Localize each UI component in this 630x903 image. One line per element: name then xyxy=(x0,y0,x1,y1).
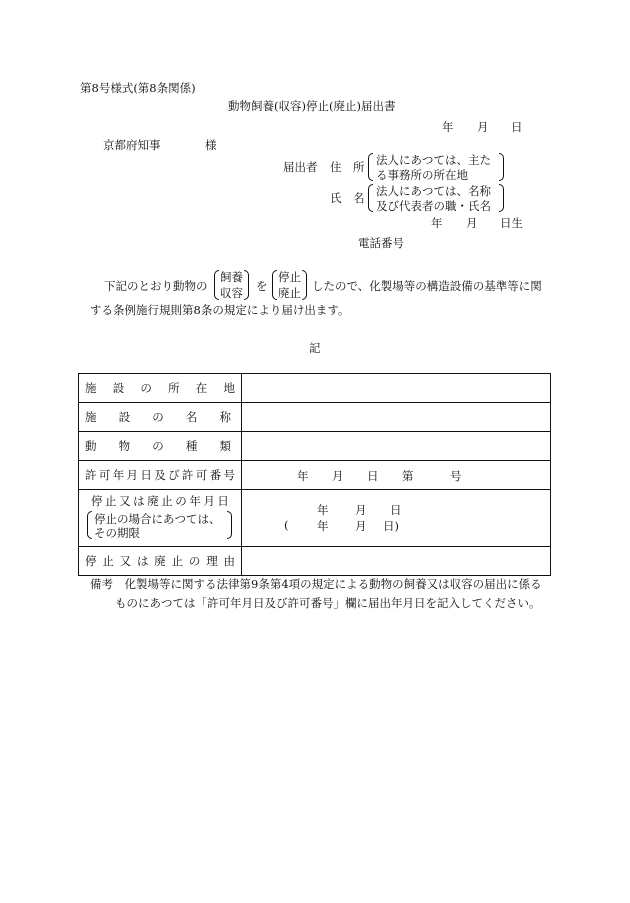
choice2-abolish: 廃止 xyxy=(278,286,301,300)
document-title: 動物飼養(収容)停止(廃止)届出書 xyxy=(228,99,396,113)
particle-wo: を xyxy=(256,279,268,293)
label-facility-name: 施 設 の 名 称 xyxy=(85,410,231,424)
name-brace-left xyxy=(368,184,373,212)
birth-year: 年 xyxy=(431,216,443,230)
row-animal-type xyxy=(79,432,551,461)
choice2-brace-right xyxy=(302,270,307,300)
field-permit[interactable] xyxy=(242,461,551,490)
choice2-brace-left xyxy=(272,270,277,300)
stop-month: 月 xyxy=(355,503,367,517)
name-label: 氏 名 xyxy=(330,191,365,205)
details-table xyxy=(78,373,551,576)
remarks-line2: ものにあつては「許可年月日及び許可番号」欄に届出年月日を記入してください。 xyxy=(115,596,541,610)
addressee: 京都府知事 xyxy=(103,138,161,152)
period-month: 月 xyxy=(355,519,367,533)
choice1-housing: 収容 xyxy=(220,286,243,300)
birth-month: 月 xyxy=(466,216,478,230)
row-stop-date xyxy=(79,490,551,547)
address-brace-left xyxy=(368,153,373,181)
label-stop-date: 停 止 又 は 廃 止 の 年 月 日 xyxy=(91,494,229,508)
stop-note-line2: その期限 xyxy=(94,526,140,540)
row-reason xyxy=(79,547,551,576)
declaration-part1: 下記のとおり動物の xyxy=(104,279,208,293)
stop-note-brace-left xyxy=(87,511,92,539)
permit-month: 月 xyxy=(332,469,344,483)
permit-no-prefix: 第 xyxy=(402,469,414,483)
declaration-line2: する条例施行規則第8条の規定により届け出ます。 xyxy=(90,303,350,317)
row-permit xyxy=(79,461,551,490)
form-number: 第8号様式(第8条関係) xyxy=(80,81,196,95)
label-animal-type: 動 物 の 種 類 xyxy=(85,439,231,453)
applicant-label: 届出者 xyxy=(283,160,318,174)
stop-note-line1: 停止の場合にあつては、 xyxy=(94,512,221,526)
permit-no-suffix: 号 xyxy=(450,469,462,483)
birth-day: 日生 xyxy=(500,216,523,230)
stop-note-brace-right xyxy=(227,511,232,539)
date-year: 年 xyxy=(442,120,454,134)
name-note-line1: 法人にあつては、名称 xyxy=(376,184,491,198)
remarks-line1: 備考 化製場等に関する法律第9条第4項の規定による動物の飼養又は収容の届出に係る xyxy=(90,577,542,591)
phone-label: 電話番号 xyxy=(358,236,404,250)
row-facility-location xyxy=(79,374,551,403)
choice2-suspend: 停止 xyxy=(278,270,301,284)
label-facility-location: 施 設 の 所 在 地 xyxy=(85,381,235,395)
period-open: ( xyxy=(284,518,289,532)
name-note-line2: 及び代表者の職・氏名 xyxy=(376,199,491,213)
address-note-line1: 法人にあつては、主た xyxy=(376,153,491,167)
field-facility-name[interactable] xyxy=(242,403,551,432)
field-stop-date[interactable] xyxy=(242,490,551,547)
permit-year: 年 xyxy=(297,469,309,483)
address-brace-right xyxy=(499,153,504,181)
row-facility-name xyxy=(79,403,551,432)
date-day: 日 xyxy=(511,120,523,134)
address-label: 住 所 xyxy=(330,160,365,174)
field-reason[interactable] xyxy=(242,547,551,576)
address-note-line2: る事務所の所在地 xyxy=(376,168,468,182)
ki-heading: 記 xyxy=(309,341,321,355)
field-animal-type[interactable] xyxy=(242,432,551,461)
choice1-brace-left xyxy=(214,270,219,300)
choice1-keeping: 飼養 xyxy=(220,270,243,284)
choice1-brace-right xyxy=(244,270,249,300)
permit-day: 日 xyxy=(367,469,379,483)
label-reason: 停 止 又 は 廃 止 の 理 由 xyxy=(85,554,235,568)
stop-year: 年 xyxy=(317,503,329,517)
declaration-part2: したので、化製場等の構造設備の基準等に関 xyxy=(312,279,542,293)
name-brace-right xyxy=(499,184,504,212)
honorific: 様 xyxy=(205,138,217,152)
field-facility-location[interactable] xyxy=(242,374,551,403)
period-year: 年 xyxy=(317,519,329,533)
stop-day: 日 xyxy=(390,503,402,517)
date-month: 月 xyxy=(477,120,489,134)
period-day-close: 日) xyxy=(383,519,399,533)
label-permit: 許 可 年 月 日 及 び 許 可 番 号 xyxy=(85,468,235,482)
